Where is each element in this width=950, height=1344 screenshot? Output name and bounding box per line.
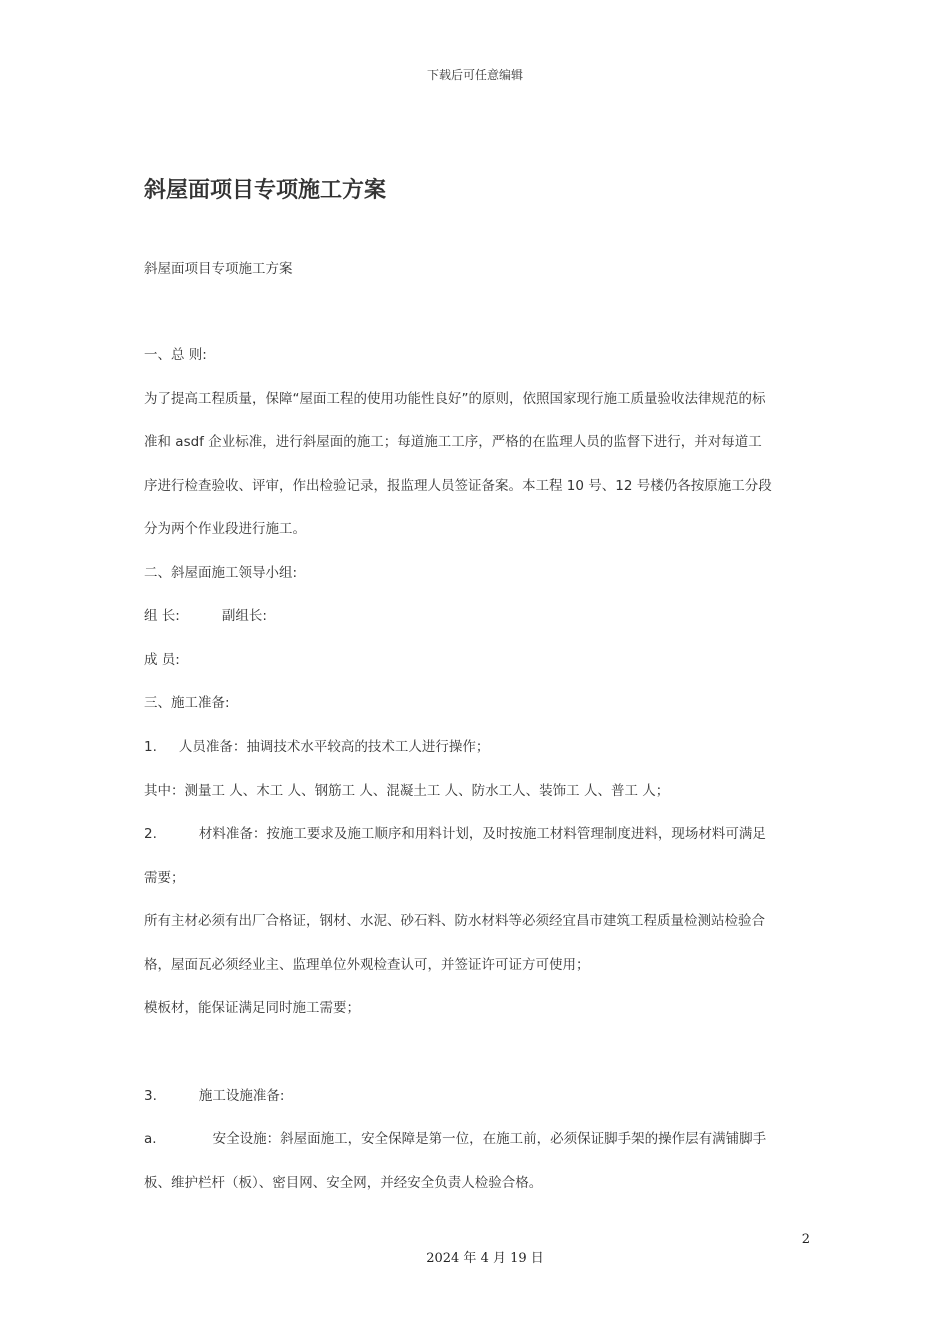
page-number: 2 <box>801 1232 810 1247</box>
leader-row <box>144 605 809 627</box>
item-2 <box>144 823 809 845</box>
paragraph-line: 格，屋面瓦必须经业主、监理单位外观检查认可，并签证许可证方可使用； <box>144 957 590 973</box>
section1-heading: 一、总 则: <box>144 347 207 363</box>
item-text: 人员准备：抽调技术水平较高的技术工人进行操作； <box>178 739 490 755</box>
item-number: a. <box>144 1131 157 1147</box>
document-title: 斜屋面项目专项施工方案 <box>144 178 387 203</box>
item-3 <box>144 1085 809 1107</box>
paragraph-line: 为了提高工程质量，保障“屋面工程的使用功能性良好”的原则，依照国家现行施工质量验收法律规范的标 <box>144 391 766 407</box>
paragraph-line: 板、维护栏杆（板）、密目网、安全网，并经安全负责人检验合格。 <box>144 1175 543 1191</box>
header-note: 下载后可任意编辑 <box>426 68 523 82</box>
paragraph-line: 需要； <box>144 870 185 886</box>
member-label: 成 员: <box>144 652 180 668</box>
document-subtitle: 斜屋面项目专项施工方案 <box>144 261 293 277</box>
deputy-label: 副组长: <box>221 608 267 624</box>
paragraph-line: 分为两个作业段进行施工。 <box>144 521 306 537</box>
item-text: 材料准备：按施工要求及施工顺序和用料计划，及时按施工材料管理制度进料，现场材料可满足 <box>198 826 766 842</box>
item-text: 安全设施：斜屋面施工，安全保障是第一位，在施工前，必须保证脚手架的操作层有满铺脚手 <box>212 1131 767 1147</box>
leader-label: 组 长: <box>144 608 180 624</box>
footer-date: 2024 年 4 月 19 日 <box>426 1251 544 1266</box>
section2-heading: 二、斜屋面施工领导小组: <box>144 565 298 581</box>
paragraph-line: 序进行检查验收、评审，作出检验记录，报监理人员签证备案。本工程 10 号、12 号楼仍各按原施工分段 <box>144 478 772 494</box>
paragraph-line: 所有主材必须有出厂合格证，钢材、水泥、砂石料、防水材料等必须经宜昌市建筑工程质量检测站检验合 <box>144 913 765 929</box>
paragraph-line: 准和 asdf 企业标准，进行斜屋面的施工；每道施工工序，严格的在监理人员的监督下进行，并对每道工 <box>144 434 762 450</box>
section3-heading: 三、施工准备: <box>144 695 230 711</box>
paragraph-line: 模板材，能保证满足同时施工需要； <box>144 1000 360 1016</box>
item-1 <box>144 736 809 758</box>
item-text: 施工设施准备: <box>198 1088 285 1104</box>
paragraph-line: 其中：测量工 人、木工 人、钢筋工 人、混凝土工 人、防水工人、装饰工 人、普工 人； <box>144 783 670 799</box>
item-number: 2. <box>144 826 157 842</box>
item-a <box>144 1128 809 1150</box>
item-number: 1. <box>144 739 157 755</box>
item-number: 3. <box>144 1088 157 1104</box>
